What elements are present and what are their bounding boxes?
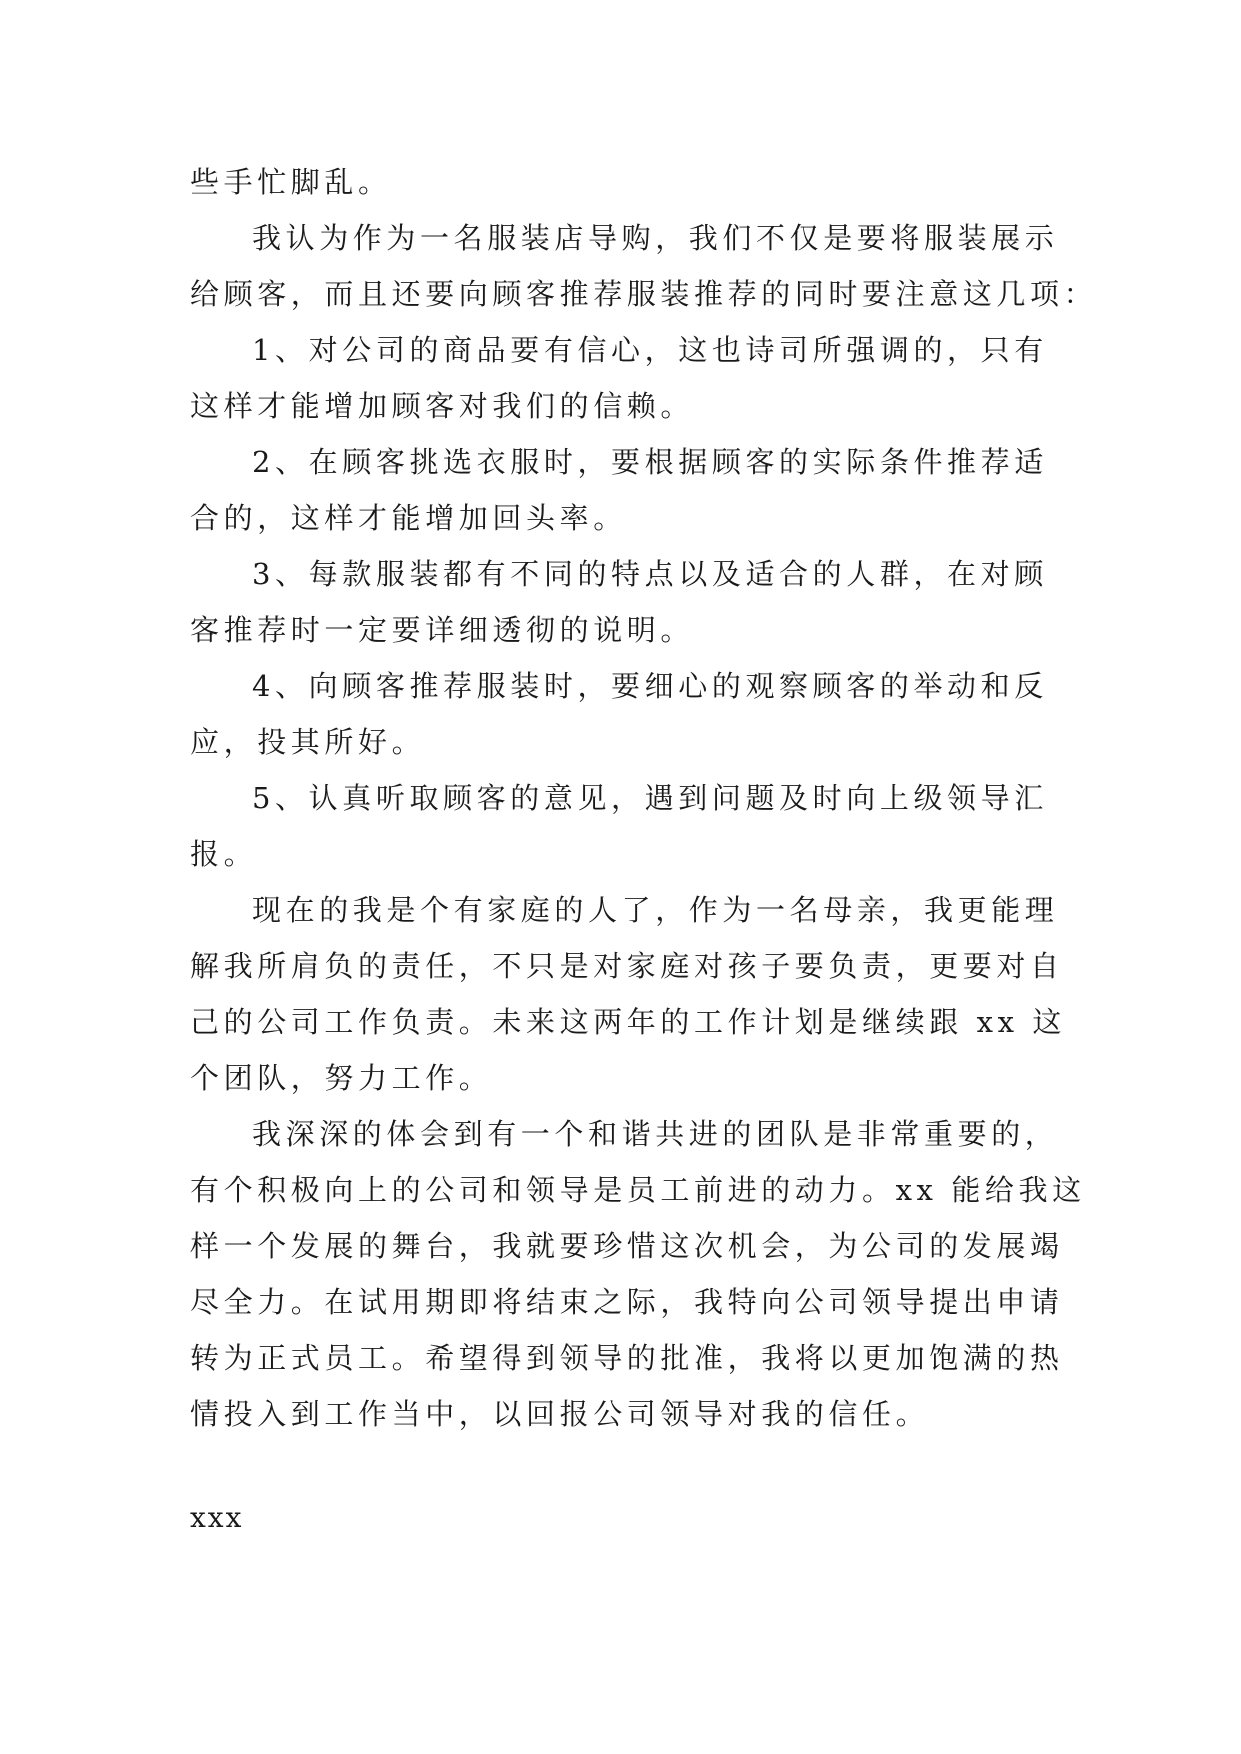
- text-line: 合的，这样才能增加回头率。: [190, 501, 627, 535]
- text-line: 这样才能增加顾客对我们的信赖。: [190, 389, 695, 423]
- list-item-4-start: 4、向顾客推荐服装时，要细心的观察顾客的举动和反: [252, 669, 1048, 703]
- list-item-2-start: 2、在顾客挑选衣服时，要根据顾客的实际条件推荐适: [252, 445, 1048, 479]
- text-line: 给顾客，而且还要向顾客推荐服装推荐的同时要注意这几项：: [190, 277, 1098, 311]
- text-line: 情投入到工作当中，以回报公司领导对我的信任。: [190, 1397, 930, 1431]
- list-item-1-start: 1、对公司的商品要有信心，这也诗司所强调的，只有: [252, 333, 1048, 367]
- text-line: 应，投其所好。: [190, 725, 426, 759]
- text-line: 己的公司工作负责。未来这两年的工作计划是继续跟 xx 这: [190, 1005, 1066, 1039]
- paragraph-start-line: 现在的我是个有家庭的人了，作为一名母亲，我更能理: [252, 893, 1059, 927]
- text-line: 样一个发展的舞台，我就要珍惜这次机会，为公司的发展竭: [190, 1229, 1064, 1263]
- text-line: 尽全力。在试用期即将结束之际，我特向公司领导提出申请: [190, 1285, 1064, 1319]
- text-line: 解我所肩负的责任，不只是对家庭对孩子要负责，更要对自: [190, 949, 1064, 983]
- text-line: 有个积极向上的公司和领导是员工前进的动力。xx 能给我这: [190, 1173, 1086, 1207]
- paragraph-start-line: 我认为作为一名服装店导购，我们不仅是要将服装展示: [252, 221, 1059, 255]
- paragraph-start-line: 我深深的体会到有一个和谐共进的团队是非常重要的，: [252, 1117, 1059, 1151]
- text-line: 个团队，努力工作。: [190, 1061, 493, 1095]
- text-line: 转为正式员工。希望得到领导的批准，我将以更加饱满的热: [190, 1341, 1064, 1375]
- document-body: [190, 154, 1098, 1442]
- text-line: 客推荐时一定要详细透彻的说明。: [190, 613, 695, 647]
- signature: xxx: [190, 1501, 244, 1534]
- list-item-5-start: 5、认真听取顾客的意见，遇到问题及时向上级领导汇: [252, 781, 1048, 815]
- text-line: 些手忙脚乱。: [190, 165, 392, 199]
- list-item-3-start: 3、每款服装都有不同的特点以及适合的人群，在对顾: [252, 557, 1048, 591]
- text-line: 报。: [190, 837, 258, 871]
